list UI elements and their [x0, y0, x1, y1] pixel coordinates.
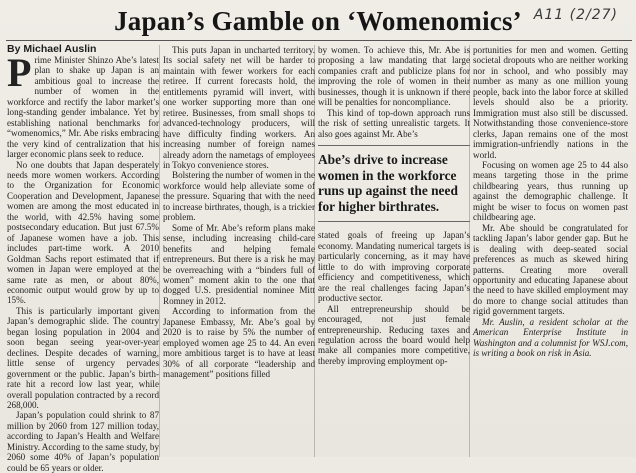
paragraph: Japan’s population could shrink to 87 million by 2060 from 127 million today, according to Japan’s Health and Welfare Ministry. According to the same study, by 2060 some 40% of Japan’s population could be 65 years or older.	[7, 410, 159, 473]
paragraph: Some of Mr. Abe’s reform plans make sense, including increasing child-care benefits and helping female entrepreneurs. But there is a risk he may be overreaching with a “binders full of women” moment akin to the one that dogged U.S. presidential nominee Mitt Romney in 2012.	[163, 222, 315, 306]
article-column-1	[7, 50, 159, 473]
paragraph: This kind of top-down approach runs the risk of setting unrealistic targets. It also goes against Mr. Abe’s	[318, 107, 470, 139]
author-bio: Mr. Auslin, a resident scholar at the American Enterprise Institute in Washington and a columnist for WSJ.com, is writing a book on risk in Asia.	[473, 316, 628, 359]
article-column-3	[318, 45, 470, 366]
paragraph: portunities for men and women. Getting societal dropouts who are neither working nor in school, and who possibly may number as many as one million young people, back into the labor force at skilled levels should also be a priority. Immigration must also still be discussed. Notwithstanding those convenience-store clerks, Japan remains one of the most immigration-unfriendly nations in the world.	[473, 45, 628, 160]
drop-cap: P	[7, 50, 32, 95]
paragraph: Focusing on women age 25 to 44 also means targeting those in the prime childbearing years, thus running up against the demographic challenge. It might be wiser to focus on women past childbearing age.	[473, 159, 628, 223]
pull-quote: Abe’s drive to increase women in the workforce runs up against the need for higher birthrates.	[318, 145, 470, 222]
article-column-4	[473, 45, 628, 359]
paragraph: stated goals of freeing up Japan’s economy. Mandating numerical targets is particularly concerning, as it may have little to do with improving corporate efficiency and competitiveness, which are the real challenges facing Japan’s productive sector.	[318, 230, 470, 304]
paragraph: Bolstering the number of women in the workforce would help alleviate some of the pressure. Squaring that with the need to increase birthrates, though, is a trickier problem.	[163, 170, 315, 223]
paragraph: Mr. Abe should be congratulated for tackling Japan’s labor gender gap. But he is dealing with deep-seated social preferences as much as skewed hiring patterns. Creating more overall opportunity and educating Japanese about the need to have skilled employment may do more to change social attitudes than rigid government targets.	[473, 222, 628, 317]
paragraph: This is particularly important given Japan’s demographic slide. The country began losing population in 2004 and soon began seeing year-over-year declines. Despite decades of warning, little sense of urgency pervades government or the public. Japan’s birth-rate hit a record low last year, while overall population contracted by a record 268,000.	[7, 305, 159, 410]
paragraph: This puts Japan in uncharted territory. Its social safety net will be harder to maintain with fewer workers for each retiree. If current forecasts hold, the entitlements pyramid will invert, with one worker supporting more than one retiree. Businesses, from small shops to advanced-technology producers, will have difficulty finding workers. An increasing number of foreign names already adorn the nametags of employees in Tokyo convenience stores.	[163, 45, 315, 170]
handwritten-date-note: A11 (2/27)	[533, 7, 618, 23]
paragraph: All entrepreneurship should be encouraged, not just female entrepreneurship. Reducing taxes and regulation across the board would help make all companies more competitive, thereby improving employment op-	[318, 303, 470, 366]
paragraph: According to information from the Japanese Embassy, Mr. Abe’s goal by 2020 is to raise by 5% the number of employed women age 25 to 44. An even more ambitious target is to have at least 30% of all corporate “leadership and management” positions filled	[163, 306, 315, 380]
article-headline: Japan’s Gamble on ‘Womenomics’	[114, 6, 522, 36]
paragraph: by women. To achieve this, Mr. Abe is proposing a law mandating that large companies craft and publicize plans for improving the role of women in their businesses, though it is unknown if there will be penalties for noncompliance.	[318, 45, 470, 108]
paragraph: No one doubts that Japan desperately needs more women workers. According to the Organization for Economic Cooperation and Development, Japanese women are among the most educated in the world, with 42.5% having some postsecondary education. But just 67.5% of Japanese women have a job. This includes part-time work. A 2010 Goldman Sachs report estimated that if women in Japan were employed at the same rate as men, or about 80%, economic output would grow by up to 15%.	[7, 159, 159, 306]
headline-rule	[6, 40, 632, 41]
article-column-2	[163, 45, 315, 380]
column-divider	[159, 45, 160, 457]
byline: By Michael Auslin	[7, 43, 97, 55]
paragraph: Prime Minister Shinzo Abe’s latest plan to shake up Japan is an ambitious goal to increase the number of women in the workforce and rectify the labor market’s long-standing gender imbalance. Yet by establishing national benchmarks for “womenomics,” Mr. Abe risks embracing the very kind of centralization that his larger economic plans seek to reduce.	[7, 50, 159, 160]
